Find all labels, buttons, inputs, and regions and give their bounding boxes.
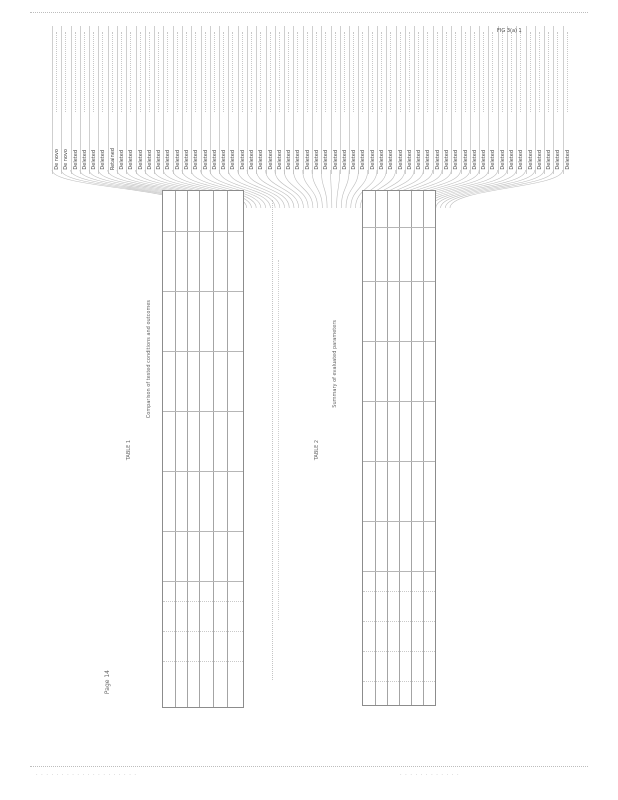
flag-label: Deleted (211, 150, 218, 170)
flag-dotline (251, 32, 252, 112)
notes-scribble (268, 200, 284, 680)
flag-column (154, 26, 163, 174)
flag-label: Deleted (425, 150, 432, 170)
flag-dotline (65, 32, 66, 112)
flag-column (423, 26, 432, 174)
flag-label: Deleted (397, 150, 404, 170)
flag-column (256, 26, 265, 174)
flag-label: Deleted (341, 150, 348, 170)
flag-label: Deleted (249, 150, 255, 170)
flag-column (340, 26, 349, 174)
flag-column (516, 26, 525, 174)
flag-label: Deleted (286, 150, 293, 170)
flag-label: Deleted (509, 150, 515, 170)
flag-column (563, 26, 572, 174)
flag-column (126, 26, 135, 174)
table-2-caption: Summary of evaluated parameters (332, 320, 338, 408)
flag-dotline (167, 32, 168, 112)
flag-label: Deleted (72, 150, 79, 170)
top-border-dots (30, 12, 588, 13)
flag-label: Deleted (193, 150, 200, 170)
flag-column (201, 26, 210, 174)
flag-dotline (502, 32, 503, 112)
flag-column (312, 26, 321, 174)
flag-label: Retained (109, 147, 116, 170)
flag-dotline (511, 32, 512, 112)
flag-dotline (93, 32, 94, 112)
flag-label: Deleted (360, 150, 367, 170)
flag-label: Deleted (434, 150, 441, 170)
flag-column (117, 26, 126, 174)
flag-column (377, 26, 386, 174)
flag-label: Deleted (128, 150, 135, 170)
flag-dotline (177, 32, 178, 112)
flag-dotline (520, 32, 521, 112)
flag-column (275, 26, 284, 174)
flag-column (228, 26, 237, 174)
flag-dotline (418, 32, 419, 112)
flag-dotline (409, 32, 410, 112)
flag-column (470, 26, 479, 174)
flag-label: Deleted (137, 150, 144, 170)
flag-label: Deleted (230, 150, 237, 170)
flag-dotline (465, 32, 466, 112)
table-2-title: TABLE 2 (314, 440, 320, 461)
flag-dotline (84, 32, 85, 112)
flag-column (451, 26, 460, 174)
flag-column (321, 26, 330, 174)
flag-dotline (437, 32, 438, 112)
flag-column (163, 26, 172, 174)
flag-label: Deleted (184, 150, 190, 170)
flag-column (526, 26, 535, 174)
flag-label: Deleted (119, 150, 125, 170)
flag-dotline (270, 32, 271, 112)
flag-label: Deleted (100, 150, 107, 170)
flag-label: Deleted (314, 150, 320, 170)
flag-dotline (214, 32, 215, 112)
footer-marks-right: · · · · · · · · · · · · (400, 772, 460, 778)
page-label: Page 14 (104, 670, 111, 695)
flag-column (331, 26, 340, 174)
flag-label: Deleted (481, 150, 488, 170)
flag-dotline (316, 32, 317, 112)
flag-dotline (288, 32, 289, 112)
flag-column (182, 26, 191, 174)
flag-dotline (195, 32, 196, 112)
flag-dotline (390, 32, 391, 112)
flag-column (386, 26, 395, 174)
flag-dotline (335, 32, 336, 112)
connector-line (346, 170, 358, 208)
flag-dotline (325, 32, 326, 112)
connector-line (341, 170, 349, 208)
flag-dotline (530, 32, 531, 112)
flag-column (238, 26, 247, 174)
flag-dotline (307, 32, 308, 112)
flag-label: Deleted (258, 150, 265, 170)
table-2 (362, 190, 436, 706)
flag-column (479, 26, 488, 174)
flag-label: Deleted (239, 150, 246, 170)
flag-dotline (557, 32, 558, 112)
flag-dotline (130, 32, 131, 112)
flag-column (71, 26, 80, 174)
flag-dotline (567, 32, 568, 112)
flag-label: Deleted (527, 150, 534, 170)
flag-label: Deleted (332, 150, 339, 170)
flag-dotline (548, 32, 549, 112)
flag-dotline (260, 32, 261, 112)
flag-column (368, 26, 377, 174)
flag-column (553, 26, 562, 174)
flag-column (173, 26, 182, 174)
flag-dotline (186, 32, 187, 112)
connector-line (431, 170, 525, 208)
flag-dotline (455, 32, 456, 112)
flag-column (303, 26, 312, 174)
flag-label: Deleted (276, 150, 283, 170)
flag-column (535, 26, 544, 174)
flag-column (498, 26, 507, 174)
flag-column-block (52, 26, 572, 174)
flag-dotline (102, 32, 103, 112)
connector-line (441, 170, 545, 208)
flag-label: Deleted (406, 150, 413, 170)
flag-label: Deleted (174, 150, 181, 170)
flag-column (210, 26, 219, 174)
flag-dotline (56, 32, 57, 112)
flag-label: Deleted (146, 150, 153, 170)
flag-label: Deleted (555, 150, 562, 170)
flag-dotline (140, 32, 141, 112)
flag-column (266, 26, 275, 174)
flag-label: Deleted (462, 150, 469, 170)
flag-column (145, 26, 154, 174)
flag-dotline (372, 32, 373, 112)
flag-column (293, 26, 302, 174)
flag-column (108, 26, 117, 174)
flag-dotline (492, 32, 493, 112)
flag-label: De novo (54, 149, 60, 170)
flag-dotline (400, 32, 401, 112)
flag-label: Deleted (202, 150, 209, 170)
flag-column (52, 26, 61, 174)
flag-label: Deleted (564, 150, 571, 170)
flag-column (358, 26, 367, 174)
flag-dotline (539, 32, 540, 112)
flag-label: Deleted (388, 150, 395, 170)
flag-dotline (112, 32, 113, 112)
flag-label: Deleted (295, 150, 302, 170)
flag-column (544, 26, 553, 174)
flag-dotline (474, 32, 475, 112)
bottom-border-dots (30, 766, 588, 767)
flag-label: Deleted (91, 150, 98, 170)
flag-column (414, 26, 423, 174)
flag-label: Deleted (453, 150, 460, 170)
connector-fan (40, 170, 580, 210)
connector-line (337, 170, 340, 208)
table-1-caption: Comparison of tested conditions and outcomes (146, 300, 152, 419)
reference-label: FIG 3(a) 1 (497, 28, 522, 34)
flag-dotline (223, 32, 224, 112)
flag-label: Deleted (499, 150, 506, 170)
flag-label: Deleted (490, 150, 497, 170)
flag-column (461, 26, 470, 174)
flag-dotline (158, 32, 159, 112)
flag-column (405, 26, 414, 174)
flag-dotline (353, 32, 354, 112)
flag-column (488, 26, 497, 174)
flag-label: Deleted (304, 150, 311, 170)
flag-label: Deleted (379, 150, 385, 170)
flag-column (433, 26, 442, 174)
table-1-title: TABLE 1 (126, 440, 132, 461)
flag-dotline (121, 32, 122, 112)
flag-column (284, 26, 293, 174)
flag-column (80, 26, 89, 174)
flag-label: Deleted (546, 150, 553, 170)
flag-dotline (149, 32, 150, 112)
flag-dotline (362, 32, 363, 112)
flag-dotline (381, 32, 382, 112)
flag-dotline (75, 32, 76, 112)
flag-column (89, 26, 98, 174)
flag-dotline (232, 32, 233, 112)
flag-label: Deleted (156, 150, 163, 170)
flag-column (247, 26, 256, 174)
flag-label: Deleted (221, 150, 228, 170)
flag-dotline (297, 32, 298, 112)
flag-label: Deleted (536, 150, 543, 170)
flag-column (136, 26, 145, 174)
flag-label: Deleted (81, 150, 88, 170)
flag-label: Deleted (471, 150, 478, 170)
flag-label: Deleted (369, 150, 376, 170)
flag-label: De novo (63, 149, 70, 170)
flag-dotline (205, 32, 206, 112)
flag-dotline (446, 32, 447, 112)
flag-dotline (242, 32, 243, 112)
flag-column (98, 26, 107, 174)
flag-column (442, 26, 451, 174)
flag-dotline (483, 32, 484, 112)
flag-label: Deleted (267, 150, 274, 170)
flag-label: Deleted (444, 150, 450, 170)
flag-label: Deleted (518, 150, 525, 170)
flag-column (61, 26, 70, 174)
flag-label: Deleted (416, 150, 423, 170)
footer-marks-left: · · · · · · · · · · · · · · · · · · · · (36, 772, 137, 778)
flag-column (219, 26, 228, 174)
flag-dotline (427, 32, 428, 112)
flag-label: Deleted (165, 150, 172, 170)
flag-column (349, 26, 358, 174)
flag-dotline (344, 32, 345, 112)
flag-column (396, 26, 405, 174)
flag-column (507, 26, 516, 174)
flag-label: Deleted (323, 150, 330, 170)
connector-line (331, 170, 332, 208)
connector-line (303, 170, 318, 208)
flag-column (191, 26, 200, 174)
table-1 (162, 190, 244, 708)
flag-dotline (279, 32, 280, 112)
flag-label: Deleted (351, 150, 358, 170)
